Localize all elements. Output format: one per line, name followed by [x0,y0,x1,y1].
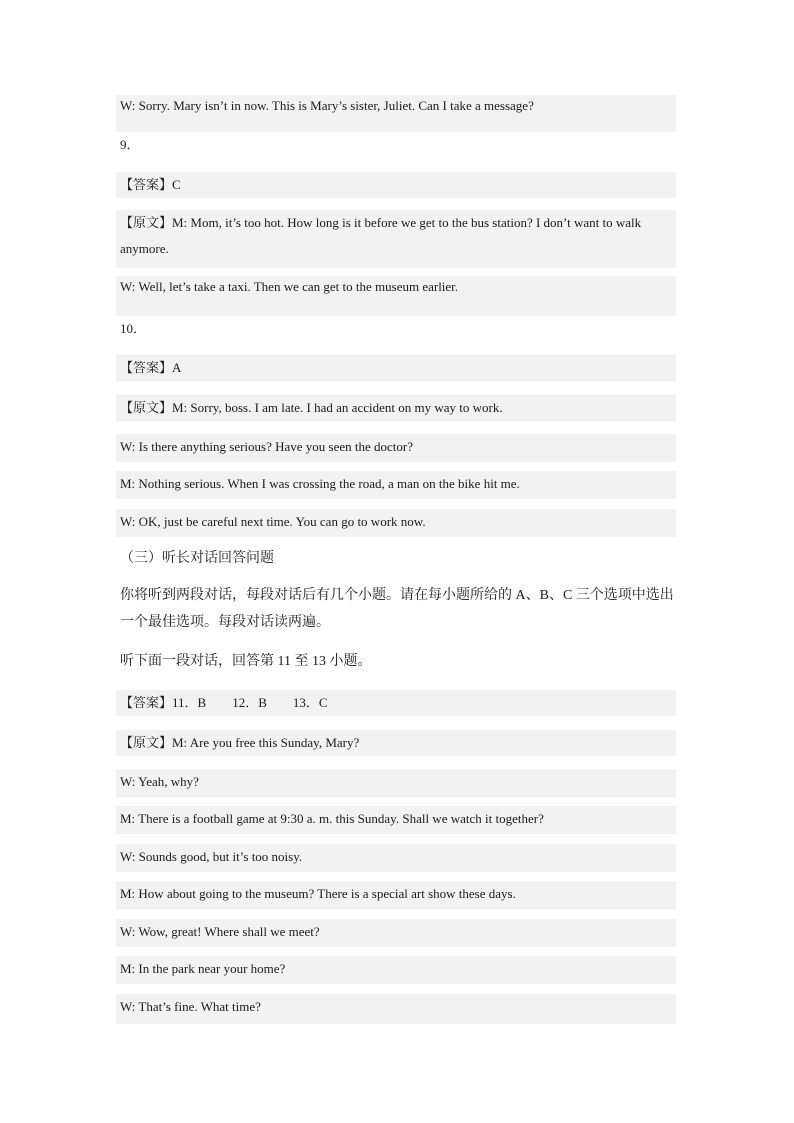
dialogue-line: M: How about going to the museum? There is a special art show these days. [116,881,676,909]
dialogue-line: W: Is there anything serious? Have you seen the doctor? [116,434,676,462]
answer-line: 【答案】11．B 12．B 13．C [116,690,676,716]
sub-instruction: 听下面一段对话，回答第 11 至 13 小题。 [120,654,372,669]
dialogue-line: W: OK, just be careful next time. You can go to work now. [116,509,676,537]
answer-line: 【答案】C [116,172,676,198]
dialogue-line: W: That’s fine. What time? [116,994,676,1024]
dialogue-line: W: Wow, great! Where shall we meet? [116,919,676,947]
dialogue-line: M: There is a football game at 9:30 a. m. this Sunday. Shall we watch it together? [116,806,676,834]
instructions: 你将听到两段对话，每段对话后有几个小题。请在每小题所给的 A、B、C 三个选项中选出一个最佳选项。每段对话读两遍。 [120,588,674,630]
dialogue-line: M: Nothing serious. When I was crossing the road, a man on the bike hit me. [116,471,676,499]
question-number: 10． [120,321,147,336]
dialogue-line: W: Sorry. Mary isn’t in now. This is Mary’s sister, Juliet. Can I take a message? [116,95,676,132]
transcript-line: 【原文】M: Are you free this Sunday, Mary? [116,730,676,756]
transcript-line: 【原文】M: Sorry, boss. I am late. I had an accident on my way to work. [116,395,676,421]
dialogue-line: W: Yeah, why? [116,769,676,797]
dialogue-line: M: In the park near your home? [116,956,676,984]
answer-line: 【答案】A [116,355,676,381]
section-heading: （三）听长对话回答问题 [120,551,274,566]
dialogue-line: W: Sounds good, but it’s too noisy. [116,844,676,872]
dialogue-line: W: Well, let’s take a taxi. Then we can get to the museum earlier. [116,276,676,316]
transcript-line: 【原文】M: Mom, it’s too hot. How long is it before we get to the bus station? I don’t want to walk anymore. [116,210,676,268]
question-number: 9． [120,137,140,152]
